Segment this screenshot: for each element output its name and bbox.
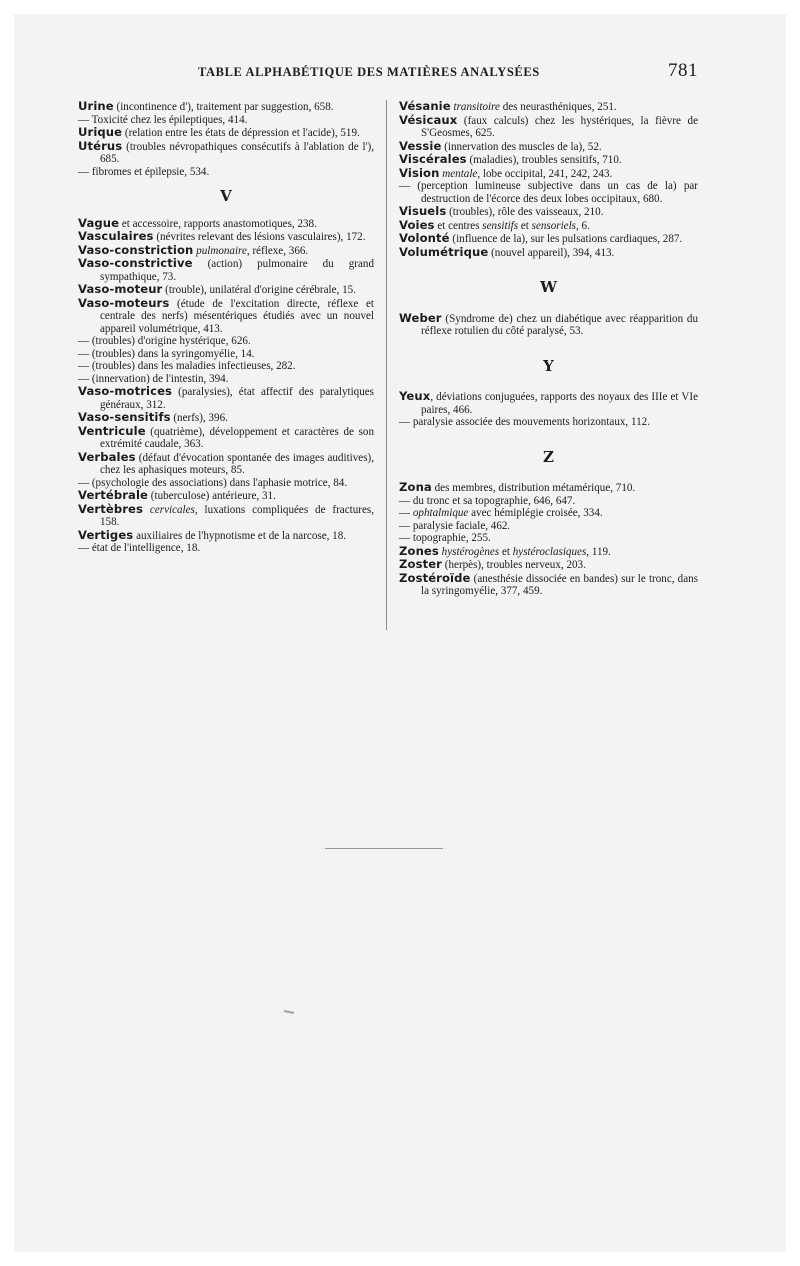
index-entry: — fibromes et épilepsie, 534.	[78, 165, 210, 178]
index-entry: Zones hystérogènes et hystéroclasiques, 119.	[399, 543, 611, 558]
page-header	[78, 62, 698, 84]
end-rule	[325, 848, 443, 849]
index-entry: — paralysie faciale, 462.	[399, 519, 511, 532]
index-entry: — (troubles) dans la syringomyélie, 14.	[78, 347, 255, 360]
index-entry: — topographie, 255.	[399, 532, 491, 544]
right-column	[399, 100, 698, 598]
index-entry: — Toxicité chez les épileptiques, 414.	[78, 113, 248, 126]
index-entry: — (troubles) dans les maladies infectieuses, 282.	[78, 360, 296, 372]
index-entry: Weber (Syndrome de) chez un diabétique avec réapparition du réflexe rotulien du côté paralysé, 53.	[399, 310, 698, 337]
index-entry: — (perception lumineuse subjective dans un cas de la) par destruction de l'écorce des deux lobes occipitaux, 680.	[399, 180, 698, 205]
column-divider	[386, 100, 387, 630]
page-number: 781	[668, 60, 698, 81]
index-entry: Urique (relation entre les états de dépression et l'acide), 519.	[78, 125, 360, 139]
index-entry: Vaso-motrices (paralysies), état affectif des paralytiques généraux, 312.	[78, 384, 374, 411]
index-entry: Vaso-constrictive (action) pulmonaire du grand sympathique, 73.	[78, 256, 374, 283]
index-entry: Vasculaires (névrites relevant des lésions vasculaires), 172.	[78, 229, 366, 243]
index-entry: Vaso-moteurs (étude de l'excitation directe, réflexe et centrale des nerfs) mésentériques étudiés avec un nouvel appareil volumétrique, 413.	[78, 295, 374, 335]
index-entry: — (troubles) d'origine hystérique, 626.	[78, 335, 251, 347]
index-entry: Verbales (défaut d'évocation spontanée des images auditives), chez les aphasiques moteurs, 85.	[78, 449, 374, 476]
section-letter-y: Y	[543, 356, 554, 375]
running-title: TABLE ALPHABÉTIQUE DES MATIÈRES ANALYSÉES	[198, 65, 540, 79]
index-entry: Zostéroïde (anesthésie dissociée en bandes) sur le tronc, dans la syringomyélie, 377, 459.	[399, 570, 698, 597]
index-entry: Vessie (innervation des muscles de la), 52.	[399, 138, 602, 153]
index-entry: — (innervation) de l'intestin, 394.	[78, 372, 229, 385]
index-entry: — ophtalmique avec hémiplégie croisée, 334.	[399, 507, 603, 519]
index-entry: Vaso-sensitifs (nerfs), 396.	[78, 410, 228, 424]
section-letter-v: V	[220, 187, 232, 205]
index-entry: Vertèbres cervicales, luxations compliquées de fractures, 158.	[78, 501, 374, 528]
index-entry: Visuels (troubles), rôle des vaisseaux, 210.	[399, 204, 604, 218]
section-letter-w: W	[540, 278, 557, 296]
section-letter-z: Z	[543, 447, 554, 466]
index-entry: Zona des membres, distribution métamérique, 710.	[399, 480, 636, 494]
index-entry: Vésicaux (faux calculs) chez les hystériques, la fièvre de S'Geosmes, 625.	[399, 112, 698, 139]
index-entry: Vague et accessoire, rapports anastomotiques, 238.	[78, 215, 317, 230]
index-entry: Viscérales (maladies), troubles sensitifs, 710.	[399, 152, 622, 166]
index-entry: Vision mentale, lobe occipital, 241, 242, 243.	[399, 165, 613, 180]
index-entry: — du tronc et sa topographie, 646, 647.	[399, 494, 576, 507]
index-entry: Vertébrale (tuberculose) antérieure, 31.	[78, 488, 276, 502]
index-entry: Volumétrique (nouvel appareil), 394, 413.	[399, 244, 615, 259]
index-entry: Urine (incontinence d'), traitement par suggestion, 658.	[78, 99, 334, 113]
index-entry: — (psychologie des associations) dans l'aphasie motrice, 84.	[78, 476, 348, 489]
left-column	[78, 100, 374, 555]
index-entry: Vaso-moteur (trouble), unilatéral d'origine cérébrale, 15.	[78, 282, 356, 296]
index-entry: — état de l'intelligence, 18.	[78, 542, 201, 554]
index-entry: Voies et centres sensitifs et sensoriels, 6.	[399, 217, 590, 232]
index-entry: Vésanie transitoire des neurasthéniques, 251.	[399, 99, 617, 113]
index-entry: Zoster (herpès), troubles nerveux, 203.	[399, 557, 586, 571]
index-entry: Utérus (troubles névropathiques consécutifs à l'ablation de l'), 685.	[78, 138, 374, 165]
index-entry: — paralysie associée des mouvements horizontaux, 112.	[399, 416, 650, 428]
index-entry: Yeux, déviations conjuguées, rapports des noyaux des IIIe et VIe paires, 466.	[399, 389, 698, 416]
index-entry: Volonté (influence de la), sur les pulsations cardiaques, 287.	[399, 231, 683, 245]
index-entry: Vaso-constriction pulmonaire, réflexe, 366.	[78, 242, 309, 257]
index-entry: Ventricule (quatrième), développement et caractères de son extrémité caudale, 363.	[78, 423, 374, 450]
index-entry: Vertiges auxiliaires de l'hypnotisme et de la narcose, 18.	[78, 527, 347, 542]
